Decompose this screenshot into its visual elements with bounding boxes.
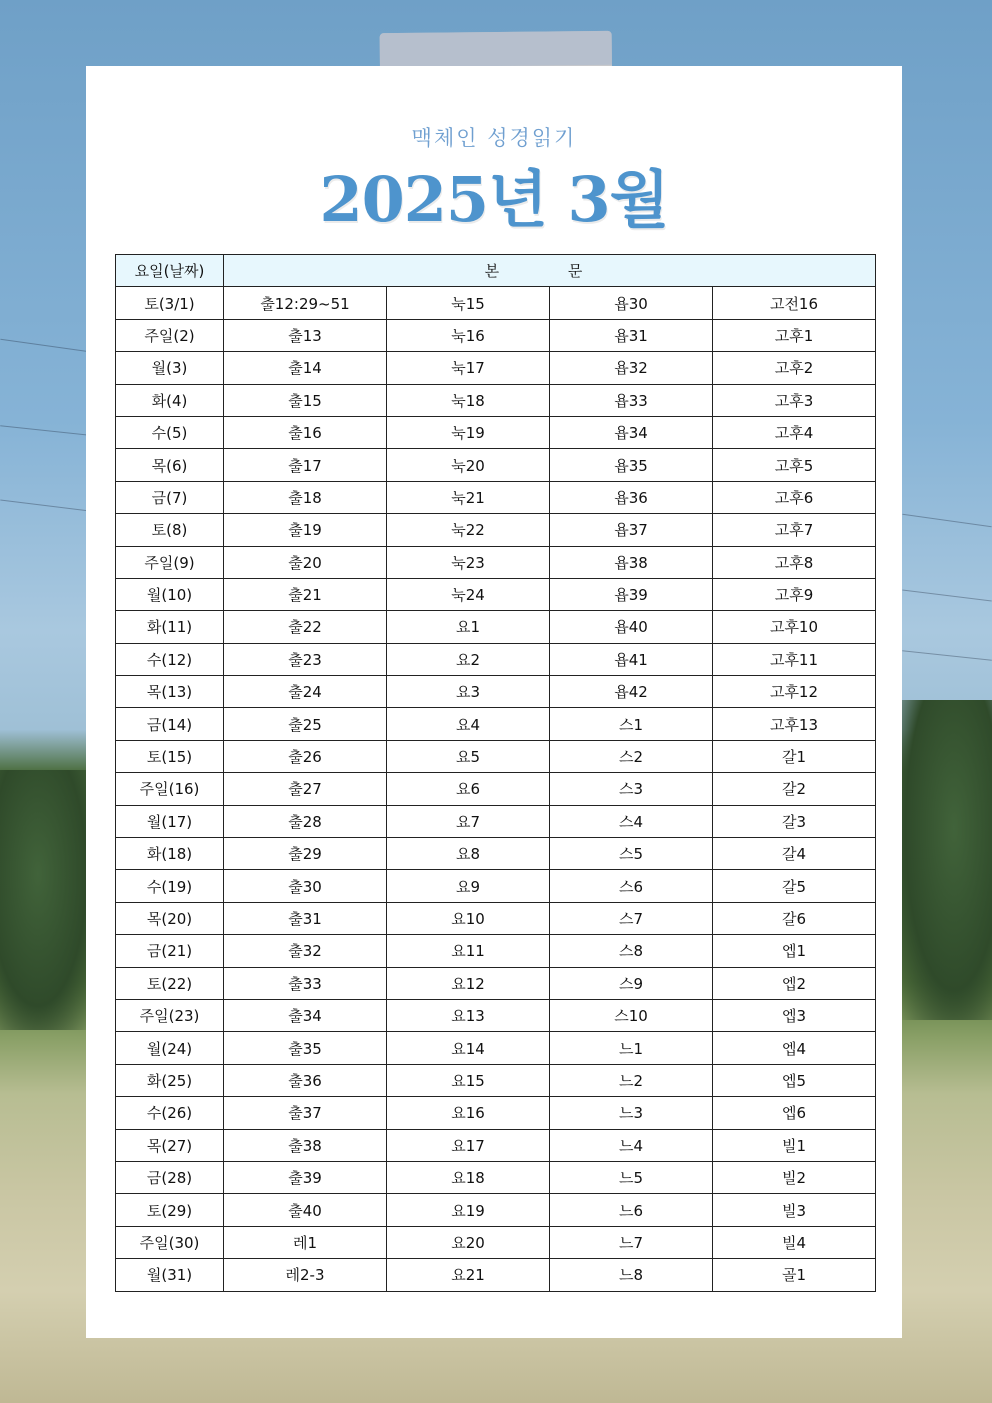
day-cell: 수(19) — [116, 870, 224, 902]
reading-3-cell: 욥36 — [550, 481, 713, 513]
reading-2-cell: 요3 — [387, 676, 550, 708]
reading-1-cell: 출38 — [224, 1129, 387, 1161]
table-row — [116, 1129, 876, 1161]
reading-4-cell: 고후10 — [713, 611, 876, 643]
reading-1-cell: 출14 — [224, 352, 387, 384]
table-row — [116, 967, 876, 999]
reading-2-cell: 요19 — [387, 1194, 550, 1226]
reading-4-cell: 고후2 — [713, 352, 876, 384]
reading-3-cell: 욥41 — [550, 643, 713, 675]
reading-3-cell: 욥34 — [550, 416, 713, 448]
reading-4-cell: 갈3 — [713, 805, 876, 837]
table-row — [116, 740, 876, 772]
reading-4-cell: 고후5 — [713, 449, 876, 481]
reading-3-cell: 욥31 — [550, 319, 713, 351]
reading-2-cell: 요17 — [387, 1129, 550, 1161]
day-cell: 목(20) — [116, 902, 224, 934]
reading-1-cell: 출40 — [224, 1194, 387, 1226]
text-column-header: 본 문 — [224, 255, 876, 287]
day-cell: 화(11) — [116, 611, 224, 643]
table-row — [116, 643, 876, 675]
reading-2-cell: 눅21 — [387, 481, 550, 513]
page-title: 2025년 3월 — [319, 163, 669, 236]
reading-2-cell: 눅22 — [387, 514, 550, 546]
day-cell: 목(27) — [116, 1129, 224, 1161]
reading-3-cell: 욥32 — [550, 352, 713, 384]
table-header-row — [116, 255, 876, 287]
reading-4-cell: 빌4 — [713, 1226, 876, 1258]
reading-4-cell: 엡4 — [713, 1032, 876, 1064]
reading-1-cell: 출15 — [224, 384, 387, 416]
reading-3-cell: 스9 — [550, 967, 713, 999]
reading-2-cell: 눅15 — [387, 287, 550, 319]
table-row — [116, 805, 876, 837]
table-row — [116, 902, 876, 934]
reading-2-cell: 요11 — [387, 935, 550, 967]
table-row — [116, 319, 876, 351]
table-row — [116, 449, 876, 481]
reading-1-cell: 출39 — [224, 1161, 387, 1193]
table-row — [116, 416, 876, 448]
reading-4-cell: 고후4 — [713, 416, 876, 448]
table-row — [116, 838, 876, 870]
table-row — [116, 870, 876, 902]
reading-1-cell: 출36 — [224, 1064, 387, 1096]
reading-1-cell: 출24 — [224, 676, 387, 708]
page-subtitle: 맥체인 성경읽기 — [411, 126, 577, 150]
background-trees-left — [0, 770, 95, 1030]
reading-2-cell: 요15 — [387, 1064, 550, 1096]
reading-3-cell: 욥37 — [550, 514, 713, 546]
table-body — [116, 287, 876, 1291]
table-row — [116, 935, 876, 967]
reading-3-cell: 욥35 — [550, 449, 713, 481]
reading-3-cell: 스10 — [550, 999, 713, 1031]
reading-3-cell: 욥39 — [550, 578, 713, 610]
reading-3-cell: 욥30 — [550, 287, 713, 319]
day-cell: 금(7) — [116, 481, 224, 513]
power-line — [0, 425, 90, 435]
reading-4-cell: 갈4 — [713, 838, 876, 870]
reading-1-cell: 출26 — [224, 740, 387, 772]
reading-2-cell: 요12 — [387, 967, 550, 999]
reading-4-cell: 고후7 — [713, 514, 876, 546]
table-row — [116, 773, 876, 805]
reading-3-cell: 느2 — [550, 1064, 713, 1096]
reading-schedule-table — [115, 254, 876, 1292]
reading-1-cell: 출32 — [224, 935, 387, 967]
day-cell: 금(28) — [116, 1161, 224, 1193]
reading-3-cell: 스1 — [550, 708, 713, 740]
reading-1-cell: 출12:29~51 — [224, 287, 387, 319]
reading-2-cell: 요1 — [387, 611, 550, 643]
reading-3-cell: 느1 — [550, 1032, 713, 1064]
reading-1-cell: 출21 — [224, 578, 387, 610]
reading-2-cell: 요16 — [387, 1097, 550, 1129]
reading-4-cell: 엡3 — [713, 999, 876, 1031]
reading-2-cell: 눅17 — [387, 352, 550, 384]
reading-2-cell: 요21 — [387, 1259, 550, 1291]
reading-1-cell: 출33 — [224, 967, 387, 999]
reading-2-cell: 요18 — [387, 1161, 550, 1193]
reading-1-cell: 출28 — [224, 805, 387, 837]
background-trees-right — [897, 700, 992, 1020]
power-line — [902, 590, 991, 602]
table-row — [116, 676, 876, 708]
reading-2-cell: 눅19 — [387, 416, 550, 448]
reading-2-cell: 눅18 — [387, 384, 550, 416]
table-row — [116, 708, 876, 740]
day-cell: 목(6) — [116, 449, 224, 481]
reading-4-cell: 고후13 — [713, 708, 876, 740]
reading-1-cell: 출25 — [224, 708, 387, 740]
reading-3-cell: 스5 — [550, 838, 713, 870]
day-cell: 주일(30) — [116, 1226, 224, 1258]
day-cell: 주일(16) — [116, 773, 224, 805]
reading-2-cell: 요5 — [387, 740, 550, 772]
reading-4-cell: 엡1 — [713, 935, 876, 967]
power-line — [902, 514, 991, 528]
reading-3-cell: 스3 — [550, 773, 713, 805]
reading-3-cell: 느5 — [550, 1161, 713, 1193]
reading-2-cell: 눅20 — [387, 449, 550, 481]
day-cell: 월(31) — [116, 1259, 224, 1291]
reading-4-cell: 갈2 — [713, 773, 876, 805]
day-cell: 주일(2) — [116, 319, 224, 351]
day-cell: 금(21) — [116, 935, 224, 967]
reading-1-cell: 출19 — [224, 514, 387, 546]
reading-1-cell: 출34 — [224, 999, 387, 1031]
power-line — [902, 650, 992, 660]
reading-4-cell: 갈5 — [713, 870, 876, 902]
reading-4-cell: 엡2 — [713, 967, 876, 999]
reading-1-cell: 출22 — [224, 611, 387, 643]
day-cell: 토(8) — [116, 514, 224, 546]
reading-1-cell: 출29 — [224, 838, 387, 870]
reading-3-cell: 느8 — [550, 1259, 713, 1291]
reading-1-cell: 출27 — [224, 773, 387, 805]
day-cell: 금(14) — [116, 708, 224, 740]
reading-3-cell: 욥42 — [550, 676, 713, 708]
day-cell: 화(4) — [116, 384, 224, 416]
reading-1-cell: 레2-3 — [224, 1259, 387, 1291]
paper-sheet — [86, 66, 902, 1338]
day-cell: 수(12) — [116, 643, 224, 675]
reading-4-cell: 엡5 — [713, 1064, 876, 1096]
day-column-header: 요일(날짜) — [116, 255, 224, 287]
reading-4-cell: 고전16 — [713, 287, 876, 319]
reading-1-cell: 출37 — [224, 1097, 387, 1129]
reading-3-cell: 느6 — [550, 1194, 713, 1226]
reading-4-cell: 갈1 — [713, 740, 876, 772]
reading-3-cell: 스8 — [550, 935, 713, 967]
reading-1-cell: 출20 — [224, 546, 387, 578]
day-cell: 수(26) — [116, 1097, 224, 1129]
reading-3-cell: 느3 — [550, 1097, 713, 1129]
table-row — [116, 1032, 876, 1064]
reading-4-cell: 고후12 — [713, 676, 876, 708]
table-row — [116, 578, 876, 610]
reading-2-cell: 요9 — [387, 870, 550, 902]
reading-2-cell: 눅16 — [387, 319, 550, 351]
table-row — [116, 1097, 876, 1129]
table-row — [116, 1194, 876, 1226]
reading-2-cell: 요8 — [387, 838, 550, 870]
reading-1-cell: 출18 — [224, 481, 387, 513]
reading-1-cell: 레1 — [224, 1226, 387, 1258]
reading-3-cell: 스2 — [550, 740, 713, 772]
table-row — [116, 514, 876, 546]
reading-2-cell: 요20 — [387, 1226, 550, 1258]
reading-4-cell: 고후6 — [713, 481, 876, 513]
day-cell: 토(22) — [116, 967, 224, 999]
reading-4-cell: 갈6 — [713, 902, 876, 934]
reading-2-cell: 요4 — [387, 708, 550, 740]
reading-4-cell: 고후3 — [713, 384, 876, 416]
reading-4-cell: 고후9 — [713, 578, 876, 610]
reading-3-cell: 욥33 — [550, 384, 713, 416]
reading-1-cell: 출31 — [224, 902, 387, 934]
reading-1-cell: 출30 — [224, 870, 387, 902]
reading-1-cell: 출13 — [224, 319, 387, 351]
power-line — [0, 339, 89, 353]
table-row — [116, 1259, 876, 1291]
table-row — [116, 481, 876, 513]
reading-2-cell: 요10 — [387, 902, 550, 934]
table-row — [116, 1064, 876, 1096]
table-row — [116, 999, 876, 1031]
reading-1-cell: 출35 — [224, 1032, 387, 1064]
day-cell: 토(29) — [116, 1194, 224, 1226]
reading-4-cell: 빌1 — [713, 1129, 876, 1161]
day-cell: 수(5) — [116, 416, 224, 448]
reading-3-cell: 느7 — [550, 1226, 713, 1258]
day-cell: 화(25) — [116, 1064, 224, 1096]
day-cell: 월(10) — [116, 578, 224, 610]
reading-2-cell: 눅24 — [387, 578, 550, 610]
reading-2-cell: 요14 — [387, 1032, 550, 1064]
day-cell: 토(3/1) — [116, 287, 224, 319]
reading-3-cell: 스6 — [550, 870, 713, 902]
reading-4-cell: 빌2 — [713, 1161, 876, 1193]
reading-3-cell: 느4 — [550, 1129, 713, 1161]
table-row — [116, 1226, 876, 1258]
reading-4-cell: 고후11 — [713, 643, 876, 675]
table-row — [116, 384, 876, 416]
reading-4-cell: 빌3 — [713, 1194, 876, 1226]
power-line — [0, 500, 89, 512]
table-row — [116, 287, 876, 319]
day-cell: 월(3) — [116, 352, 224, 384]
table-row — [116, 1161, 876, 1193]
table-row — [116, 352, 876, 384]
reading-2-cell: 눅23 — [387, 546, 550, 578]
reading-3-cell: 욥38 — [550, 546, 713, 578]
reading-4-cell: 고후1 — [713, 319, 876, 351]
day-cell: 토(15) — [116, 740, 224, 772]
reading-3-cell: 욥40 — [550, 611, 713, 643]
reading-1-cell: 출16 — [224, 416, 387, 448]
reading-3-cell: 스7 — [550, 902, 713, 934]
reading-4-cell: 고후8 — [713, 546, 876, 578]
day-cell: 목(13) — [116, 676, 224, 708]
day-cell: 월(17) — [116, 805, 224, 837]
reading-3-cell: 스4 — [550, 805, 713, 837]
reading-2-cell: 요13 — [387, 999, 550, 1031]
reading-1-cell: 출17 — [224, 449, 387, 481]
day-cell: 주일(9) — [116, 546, 224, 578]
reading-2-cell: 요6 — [387, 773, 550, 805]
table-row — [116, 611, 876, 643]
day-cell: 화(18) — [116, 838, 224, 870]
reading-4-cell: 엡6 — [713, 1097, 876, 1129]
reading-2-cell: 요2 — [387, 643, 550, 675]
day-cell: 월(24) — [116, 1032, 224, 1064]
reading-2-cell: 요7 — [387, 805, 550, 837]
reading-1-cell: 출23 — [224, 643, 387, 675]
day-cell: 주일(23) — [116, 999, 224, 1031]
table-row — [116, 546, 876, 578]
reading-4-cell: 골1 — [713, 1259, 876, 1291]
